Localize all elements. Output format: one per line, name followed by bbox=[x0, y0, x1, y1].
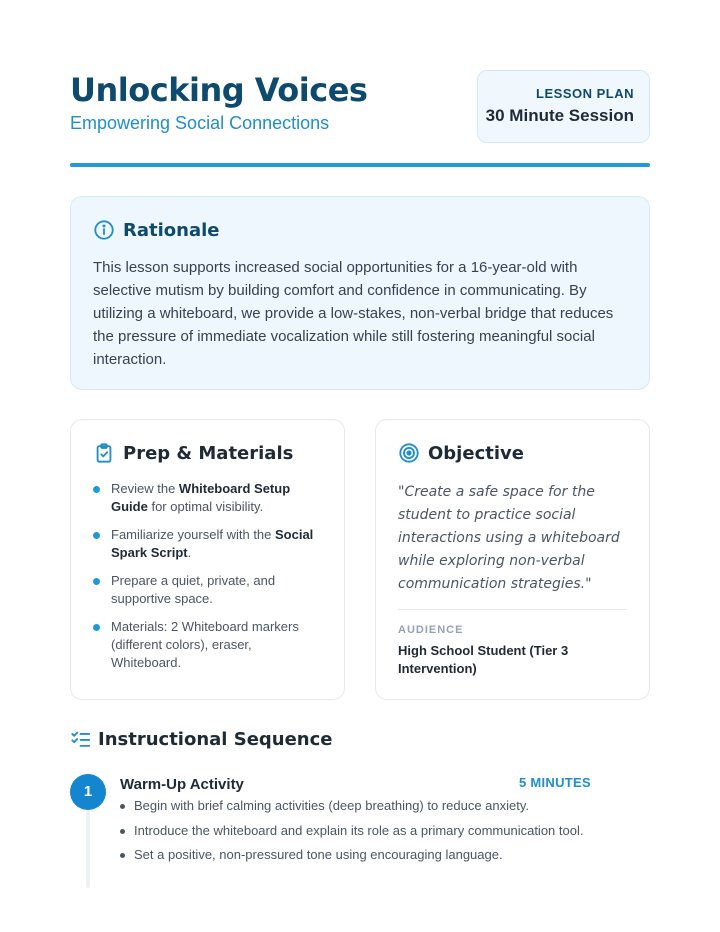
audience-value: High School Student (Tier 3 Intervention) bbox=[398, 643, 569, 676]
objective-header bbox=[398, 442, 627, 464]
page-subtitle: Empowering Social Connections bbox=[70, 113, 330, 133]
rationale-section bbox=[70, 196, 650, 390]
objective-quote: "Create a safe space for the student to practice social interactions using a whiteboard while exploring non-verbal communication strategies." bbox=[398, 484, 620, 592]
step-bullet: Set a positive, non-pressured tone using encouraging language. bbox=[120, 846, 583, 864]
step-number-badge: 1 bbox=[70, 774, 106, 810]
rationale-header bbox=[93, 219, 627, 241]
prep-header bbox=[93, 442, 322, 464]
step-bullet: Begin with brief calming activities (deep breathing) to reduce anxiety. bbox=[120, 797, 583, 815]
objective-divider bbox=[398, 609, 627, 610]
prep-heading: Prep & Materials bbox=[123, 442, 294, 464]
prep-materials-card bbox=[70, 419, 345, 700]
page-header bbox=[70, 70, 650, 145]
step-bullet: Introduce the whiteboard and explain its role as a primary communication tool. bbox=[120, 822, 583, 840]
prep-item: Prepare a quiet, private, and supportive space. bbox=[93, 572, 322, 608]
target-icon bbox=[398, 442, 420, 464]
page-title: Unlocking Voices bbox=[70, 71, 368, 109]
info-circle-icon bbox=[93, 219, 115, 241]
prep-item: Familiarize yourself with the Social Spark Script. bbox=[93, 526, 322, 562]
step-bullets bbox=[120, 797, 583, 871]
rationale-heading: Rationale bbox=[123, 219, 220, 241]
lesson-plan-badge bbox=[477, 70, 650, 143]
step-title: Warm-Up Activity bbox=[120, 776, 244, 793]
header-divider bbox=[70, 163, 650, 167]
prep-list bbox=[93, 480, 322, 672]
lesson-plan-label: LESSON PLAN bbox=[536, 86, 634, 101]
checklist-icon bbox=[70, 728, 92, 750]
sequence-header bbox=[70, 728, 333, 750]
prep-item: Review the Whiteboard Setup Guide for optimal visibility. bbox=[93, 480, 322, 516]
objective-heading: Objective bbox=[428, 442, 524, 464]
step-duration: 5 MINUTES bbox=[518, 775, 591, 790]
rationale-body: This lesson supports increased social opportunities for a 16-year-old with selective mutism by building comfort and confidence in communicating. By utilizing a whiteboard, we provide a low-stakes, non-verbal bridge that reduces the pressure of immediate vocalization while still fostering meaningful social interaction. bbox=[93, 259, 614, 368]
prep-item: Materials: 2 Whiteboard markers (different colors), eraser, Whiteboard. bbox=[93, 618, 322, 672]
clipboard-check-icon bbox=[93, 442, 115, 464]
audience-label: AUDIENCE bbox=[398, 624, 464, 636]
objective-card bbox=[375, 419, 650, 700]
sequence-heading: Instructional Sequence bbox=[98, 728, 333, 750]
session-length: 30 Minute Session bbox=[485, 106, 634, 125]
